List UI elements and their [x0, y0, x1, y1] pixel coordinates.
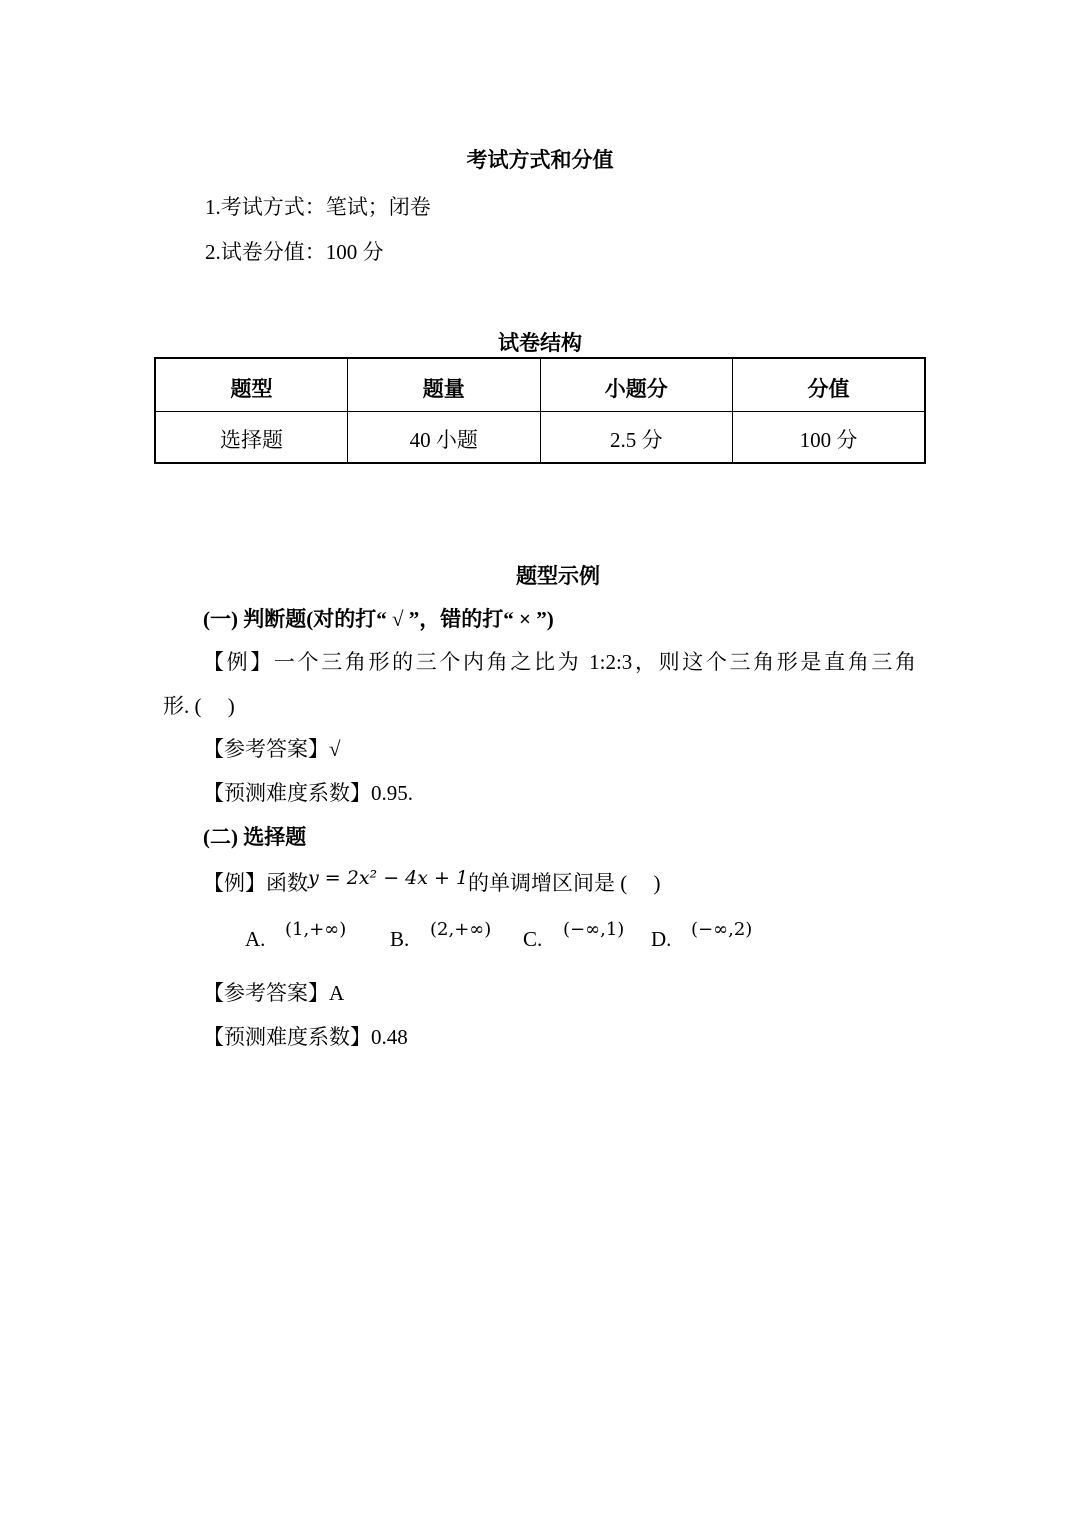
choice-question-suffix: 的单调增区间是 ( ): [468, 871, 661, 895]
option-b-label: B.: [390, 927, 410, 951]
option-d-value: (−∞,2): [691, 919, 753, 940]
judge-difficulty: 【预测难度系数】0.95.: [203, 781, 413, 805]
table-row: [155, 412, 925, 464]
table-cell: 2.5 分: [540, 412, 733, 464]
choice-question-prefix: 【例】函数: [203, 871, 308, 895]
judge-question-line1: 【例】一个三角形的三个内角之比为 1:2:3，则这个三角形是直角三角: [203, 650, 916, 674]
option-c-value: (−∞,1): [563, 919, 625, 940]
option-d-label: D.: [651, 927, 672, 951]
table-header-cell: 题量: [348, 358, 541, 412]
choice-heading: (二) 选择题: [203, 825, 307, 849]
option-c-label: C.: [523, 927, 543, 951]
table-cell: 40 小题: [348, 412, 541, 464]
section-title-exam-method: 考试方式和分值: [466, 148, 614, 172]
option-a-value: (1,+∞): [285, 919, 347, 940]
table-cell: 选择题: [155, 412, 348, 464]
choice-answer: 【参考答案】A: [203, 981, 345, 1005]
judge-question-line2: 形. ( ): [163, 694, 235, 718]
judge-heading: (一) 判断题(对的打“ √ ”，错的打“ × ”): [203, 607, 554, 631]
choice-difficulty: 【预测难度系数】0.48: [203, 1025, 408, 1049]
table-cell: 100 分: [733, 412, 926, 464]
choice-formula: y = 2x² − 4x + 1: [308, 867, 469, 889]
section-title-examples: 题型示例: [516, 564, 600, 588]
option-a-label: A.: [245, 927, 266, 951]
structure-table: [154, 357, 926, 464]
section-title-structure: 试卷结构: [498, 331, 582, 355]
table-header-cell: 小题分: [540, 358, 733, 412]
judge-answer: 【参考答案】√: [203, 737, 341, 761]
table-header-cell: 分值: [733, 358, 926, 412]
option-b-value: (2,+∞): [430, 919, 492, 940]
choice-question: [203, 867, 661, 897]
exam-score-item: 2.试卷分值：100 分: [205, 240, 384, 264]
table-header-row: [155, 358, 925, 412]
table-header-cell: 题型: [155, 358, 348, 412]
exam-method-item: 1.考试方式：笔试；闭卷: [205, 195, 431, 219]
